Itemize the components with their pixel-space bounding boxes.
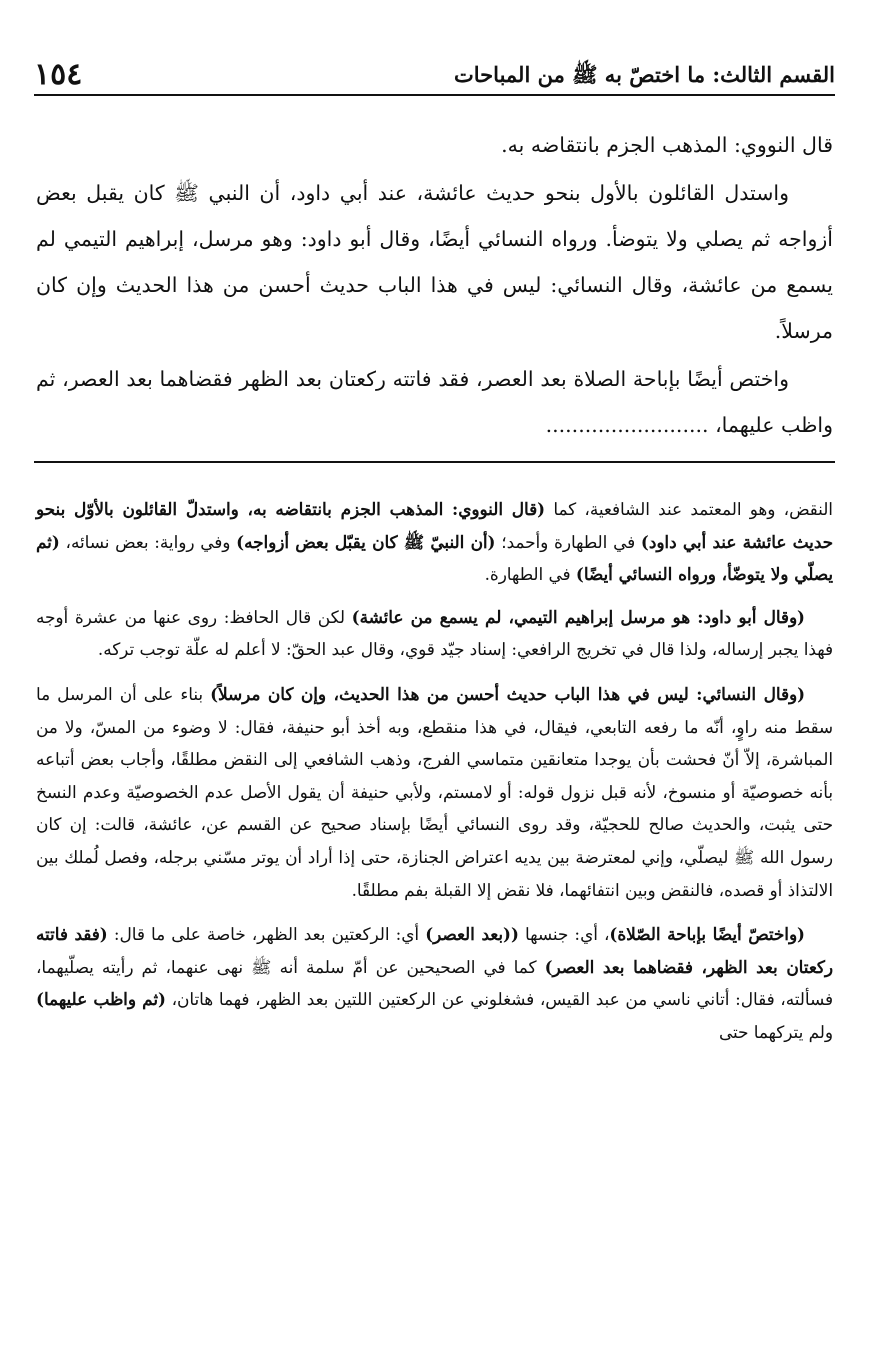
running-title: القسم الثالث: ما اختصّ به ﷺ من المباحات xyxy=(454,62,835,87)
quoted-matn-segment: (ثم واظب عليهما) xyxy=(36,989,166,1010)
commentary-text xyxy=(36,493,833,1061)
quoted-matn-segment: (أن النبيّ ﷺ كان يقبّل بعض أزواجه) xyxy=(236,531,496,552)
quoted-matn-segment: ((بعد العصر) xyxy=(425,924,519,945)
quoted-matn-segment: (واختصّ أيضًا بإباحة الصّلاة) xyxy=(609,924,805,945)
page-header xyxy=(34,48,835,92)
quoted-matn-segment: (وقال النسائي: ليس في هذا الباب حديث أحسن من هذا الحديث، وإن كان مرسلاً) xyxy=(210,683,806,704)
commentary-segment: في الطهارة. xyxy=(484,564,576,585)
commentary-paragraph xyxy=(36,678,833,906)
commentary-paragraph xyxy=(36,601,833,666)
commentary-paragraph xyxy=(36,918,833,1048)
commentary-segment: بناء على أن المرسل ما سقط منه راوٍ، أنّه ما رفعه التابعي، فيقال، في هذا منقطع، وبه أخذ أبو حنيفة، فقال: لا وضوء من المسّ، ولا من المباشرة، إلاّ أنّ فحشت بأن يوجدا متعانقين متماسي الفرج، وذهب الشافعي إلى النقض مطلقًا، وأجاب بعض أتباعه بأنه خصوصيّة أو منسوخ، لأنه قبل نزول قوله: أو لامستم، ولأبي حنيفة أن يقول الأصل عدم الخصوصيّة وعدم النسخ حتى يثبت، والحديث صالح للحجيّة، وقد روى النسائي أيضًا بإسناد صحيح عن القسم عن، عائشة، قالت: إن كان رسول الله ﷺ ليصلّي، وإني لمعترضة بين يديه اعتراض الجنازة، حتى إذا أراد أن يوتر مسّني برجله، وفصل لُملك بين الالتذاذ أو قصده، فالنقض وبين انتفائهما، فلا نقض إلا القبلة بفم مطلقًا. xyxy=(36,683,833,900)
page-number: ١٥٤ xyxy=(34,57,83,92)
commentary-segment: في الطهارة وأحمد؛ xyxy=(495,531,641,552)
commentary-separator xyxy=(34,461,835,463)
commentary-segment: أي: الركعتين بعد الظهر، خاصة على ما قال: xyxy=(107,924,426,945)
main-paragraph-2: واستدل القائلون بالأول بنحو حديث عائشة، عند أبي داود، أن النبي ﷺ كان يقبل بعض أزواجه ثم يصلي ولا يتوضأ. ورواه النسائي أيضًا، وقال أبو داود: وهو مرسل، إبراهيم التيمي لم يسمع من عائشة، وقال النسائي: ليس في هذا الباب حديث أحسن من هذا الحديث وإن كان مرسلاً. xyxy=(36,181,833,343)
commentary-segment: وفي رواية: بعض نسائه، xyxy=(59,531,237,552)
quoted-matn-segment: (فقد فاتته ركعتان بعد الظهر، فقضاهما بعد العصر) xyxy=(36,924,834,977)
commentary-segment: لكن قال الحافظ: روى عنها من عشرة أوجه فهذا يجبر إرساله، ولذا قال في تخريج الرافعي: إسناد جيّد قوي، وقال عبد الحقّ: لا أعلم له علّة توجب تركه. xyxy=(36,606,833,660)
commentary-segment: ، أي: جنسها xyxy=(518,924,610,945)
main-paragraph-1: قال النووي: المذهب الجزم بانتقاضه به. xyxy=(501,133,833,157)
quoted-matn-segment: (وقال أبو داود: هو مرسل إبراهيم التيمي، لم يسمع من عائشة) xyxy=(351,606,806,627)
header-rule xyxy=(34,94,835,96)
main-paragraph-3 xyxy=(36,356,833,448)
quoted-matn-segment: (قال النووي: المذهب الجزم بانتقاضه به، واستدلّ القائلون بالأوّل بنحو حديث عائشة عند أبي داود) xyxy=(36,499,834,552)
commentary-segment: ولم يتركهما حتى xyxy=(718,1021,833,1042)
commentary-segment: النقض، وهو المعتمد عند الشافعية، كما xyxy=(545,499,833,519)
main-paragraph-3-text: واختص أيضًا بإباحة الصلاة بعد العصر، فقد فاتته ركعتان بعد الظهر فقضاهما بعد العصر، ثم واظب عليهما، xyxy=(36,367,833,437)
commentary-segment: كما في الصحيحين عن أمّ سلمة أنه ﷺ نهى عنهما، ثم رأيته يصلّيهما، فسألته، فقال: أتاني ناسي من عبد القيس، فشغلوني عن الركعتين اللتين بعد الظهر، فهما هاتان، xyxy=(36,956,834,1010)
main-text xyxy=(36,122,833,448)
ellipsis-dots: ......................... xyxy=(545,413,709,437)
commentary-paragraph xyxy=(36,493,833,591)
quoted-matn-segment: (ثم يصلّي ولا يتوضّأ، ورواه النسائي أيضًا) xyxy=(36,531,833,585)
